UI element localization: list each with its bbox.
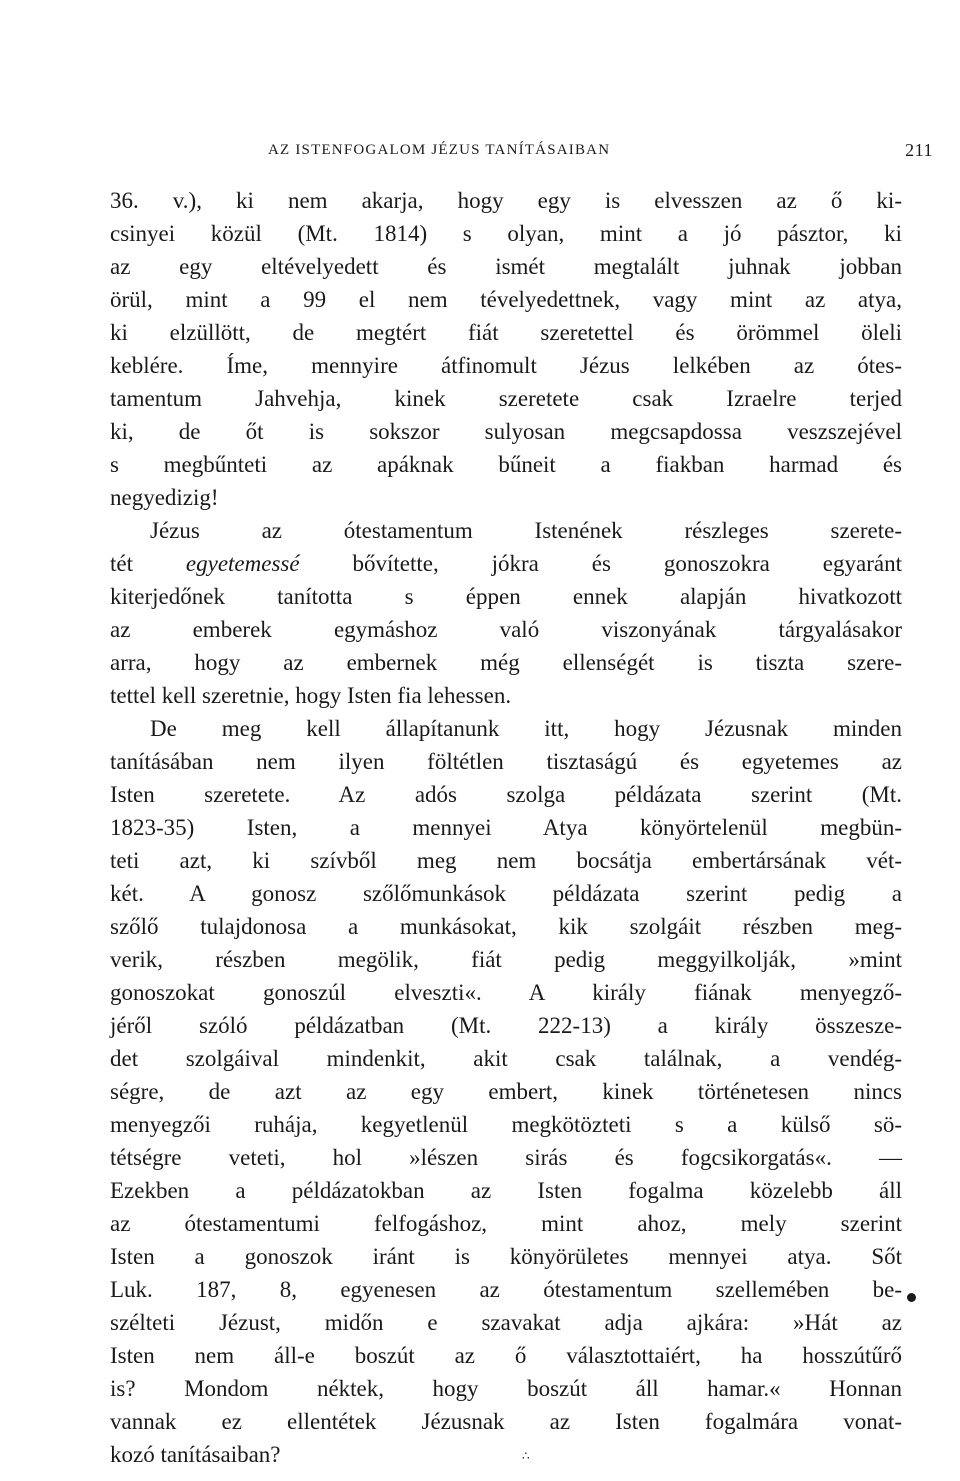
text-line: az emberek egymáshoz való viszonyának tárgyalásakor	[110, 617, 902, 642]
page-number: 211	[905, 140, 933, 160]
text-line: tettel kell szeretnie, hogy Isten fia lehessen.	[110, 683, 512, 708]
emphasis-word: egyetemessé	[185, 551, 300, 576]
text-line: az ótestamentumi felfogáshoz, mint ahoz, mely szerint	[110, 1211, 902, 1236]
text-line: ki, de őt is sokszor sulyosan megcsapdossa veszszejével	[110, 419, 902, 444]
text-line: vannak ez ellentétek Jézusnak az Isten fogalmára vonat-	[110, 1409, 902, 1434]
text-line: tanításában nem ilyen föltétlen tisztaságú és egyetemes az	[110, 749, 902, 774]
text-line: tamentum Jahvehja, kinek szeretete csak Izraelre terjed	[110, 386, 902, 411]
text-line: Ezekben a példázatokban az Isten fogalma közelebb áll	[110, 1178, 902, 1203]
text-line: teti azt, ki szívből meg nem bocsátja embertársának vét-	[110, 848, 902, 873]
text-line: kiterjedőnek tanította s éppen ennek alapján hivatkozott	[110, 584, 902, 609]
text-line: Jézus az ótestamentum Istenének részleges szerete-	[150, 518, 902, 543]
text-line: tétségre veteti, hol »lészen sirás és fogcsikorgatás«. —	[110, 1145, 902, 1170]
text-line: csinyei közül (Mt. 1814) s olyan, mint a jó pásztor, ki	[110, 221, 902, 246]
text-line: az egy eltévelyedett és ismét megtalált juhnak jobban	[110, 254, 902, 279]
text-line: Isten nem áll-e boszút az ő választottaiért, ha hosszútűrő	[110, 1343, 902, 1368]
bullet-mark	[907, 1293, 916, 1302]
text-line: ségre, de azt az egy embert, kinek történetesen nincs	[110, 1079, 902, 1104]
body-text	[110, 184, 902, 1471]
text-line: keblére. Íme, mennyire átfinomult Jézus lelkében az ótes-	[110, 353, 902, 378]
text-line: tét egyetemessé bővítette, jókra és gonoszokra egyaránt	[110, 551, 902, 576]
ink-specks: ∴	[522, 1449, 529, 1463]
text-line: negyedizig!	[110, 485, 219, 510]
text-line: s megbűnteti az apáknak bűneit a fiakban harmad és	[110, 452, 902, 477]
text-line: Isten szeretete. Az adós szolga példázata szerint (Mt.	[110, 782, 902, 807]
text-line: arra, hogy az embernek még ellenségét is tiszta szere-	[110, 650, 902, 675]
text-line: szélteti Jézust, midőn e szavakat adja ajkára: »Hát az	[110, 1310, 902, 1335]
text-line: Luk. 187, 8, egyenesen az ótestamentum szellemében be-	[110, 1277, 902, 1302]
text-line: szőlő tulajdonosa a munkásokat, kik szolgáit részben meg-	[110, 914, 902, 939]
text-line: det szolgáival mindenkit, akit csak találnak, a vendég-	[110, 1046, 902, 1071]
text-line: jéről szóló példázatban (Mt. 222-13) a király összesze-	[110, 1013, 902, 1038]
text-line: gonoszokat gonoszúl elveszti«. A király fiának menyegző-	[110, 980, 902, 1005]
text-line: verik, részben megölik, fiát pedig meggyilkolják, »mint	[110, 947, 902, 972]
text-line: menyegzői ruhája, kegyetlenül megkötözteti s a külső sö-	[110, 1112, 902, 1137]
text-line: örül, mint a 99 el nem tévelyedettnek, vagy mint az atya,	[110, 287, 902, 312]
running-head: AZ ISTENFOGALOM JÉZUS TANÍTÁSAIBAN	[268, 142, 611, 158]
text-line: 36. v.), ki nem akarja, hogy egy is elvesszen az ő ki-	[110, 188, 902, 213]
text-line: Isten a gonoszok iránt is könyörületes mennyei atya. Sőt	[110, 1244, 902, 1269]
text-line: két. A gonosz szőlőmunkások példázata szerint pedig a	[110, 881, 902, 906]
text-line: ki elzüllött, de megtért fiát szeretettel és örömmel öleli	[110, 320, 902, 345]
text-line: De meg kell állapítanunk itt, hogy Jézusnak minden	[150, 716, 902, 741]
text-line: 1823-35) Isten, a mennyei Atya könyörtelenül megbün-	[110, 815, 902, 840]
text-line: kozó tanításaiban?	[110, 1442, 281, 1467]
text-line: is? Mondom néktek, hogy boszút áll hamar.« Honnan	[110, 1376, 902, 1401]
